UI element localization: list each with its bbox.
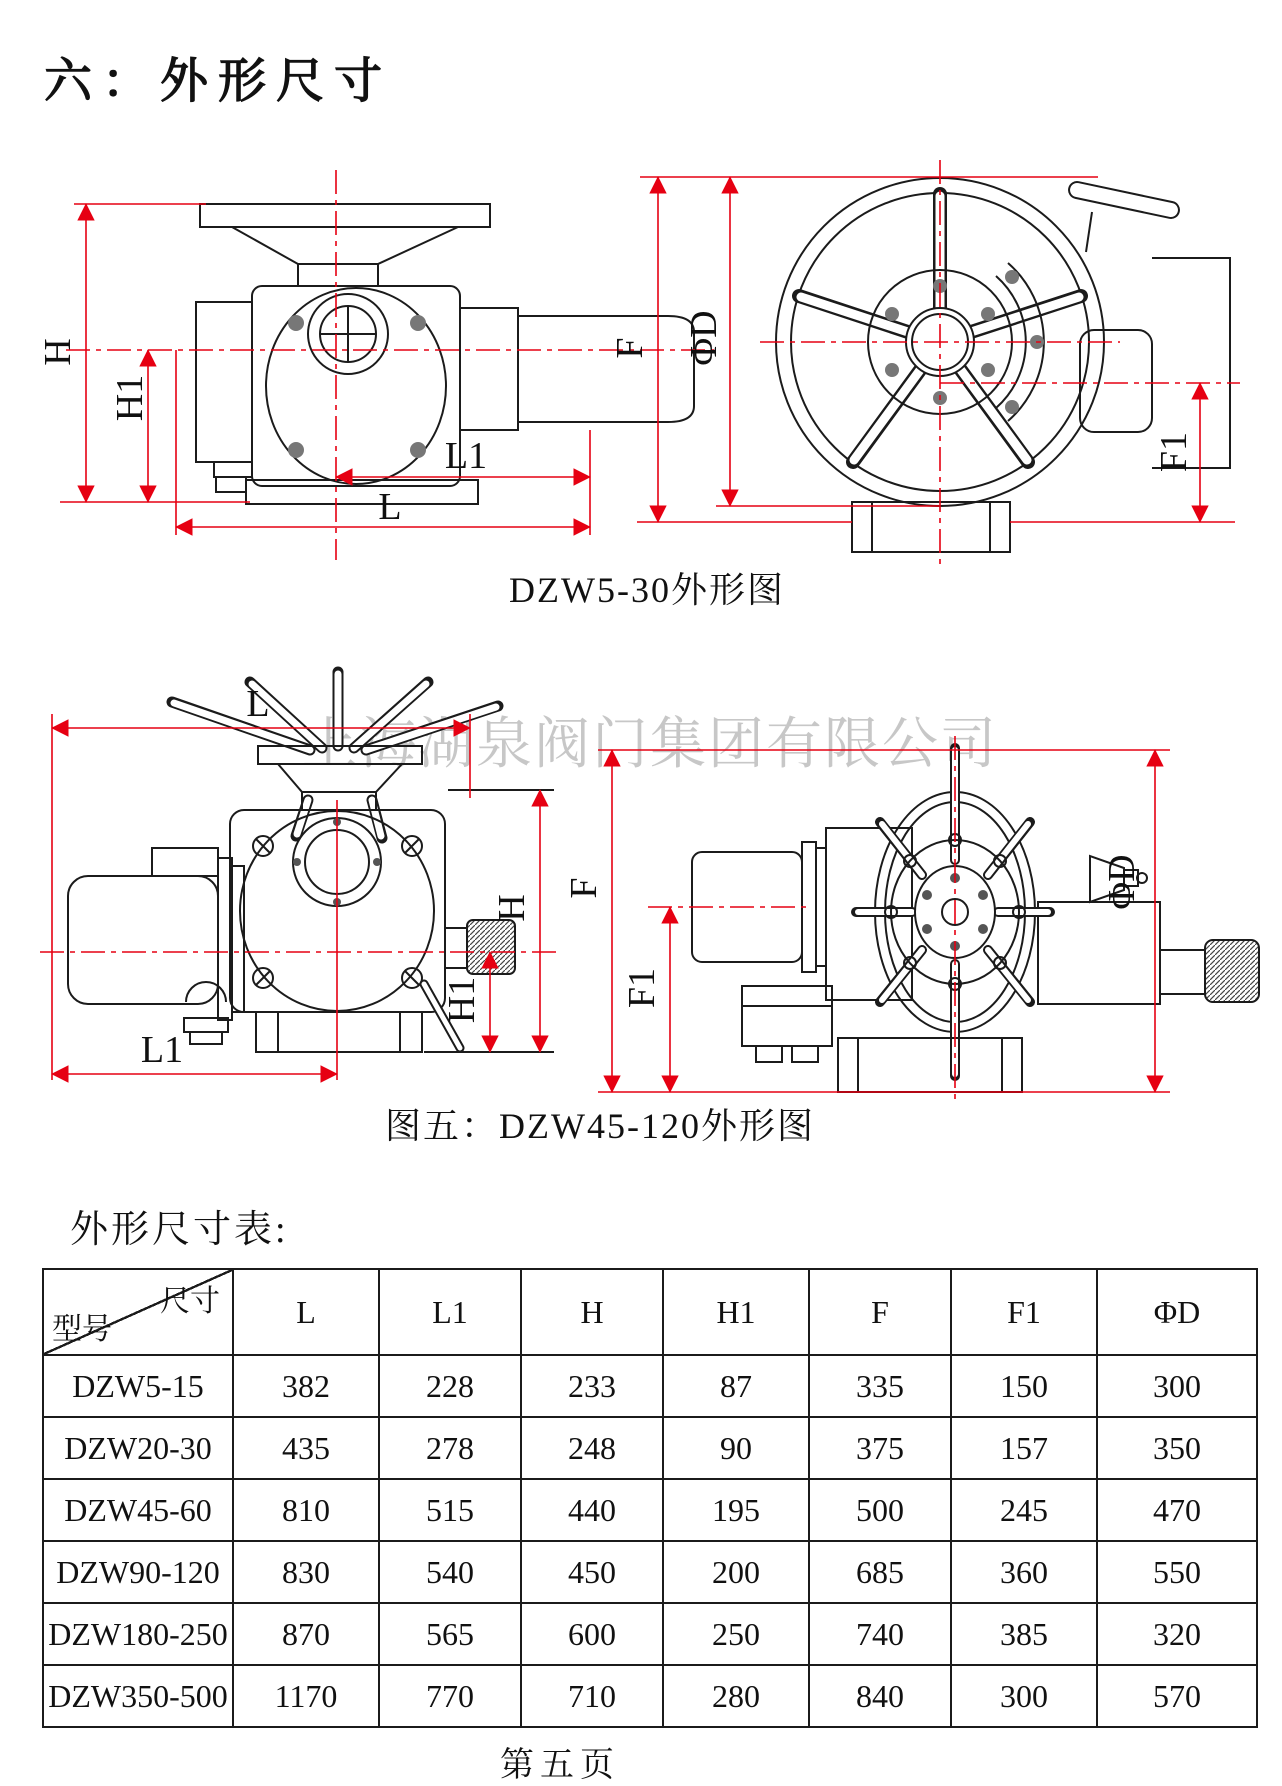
corner-label-model: 型号 xyxy=(52,1313,112,1346)
value-cell: 382 xyxy=(233,1355,379,1417)
value-cell: 385 xyxy=(951,1603,1097,1665)
value-cell: 565 xyxy=(379,1603,521,1665)
fig1-label-H1: H1 xyxy=(109,374,151,422)
fig2-label-F1: F1 xyxy=(621,967,663,1009)
corner-label-size: 尺寸 xyxy=(160,1285,220,1318)
value-cell: 600 xyxy=(521,1603,663,1665)
value-cell: 195 xyxy=(663,1479,809,1541)
value-cell: 278 xyxy=(379,1417,521,1479)
value-cell: 740 xyxy=(809,1603,951,1665)
value-cell: 440 xyxy=(521,1479,663,1541)
table-heading: 外形尺寸表: xyxy=(70,1209,289,1251)
value-cell: 157 xyxy=(951,1417,1097,1479)
value-cell: 550 xyxy=(1097,1541,1257,1603)
fig1-label-F1: F1 xyxy=(1153,431,1195,473)
value-cell: 770 xyxy=(379,1665,521,1727)
fig2-label-H1: H1 xyxy=(441,976,483,1024)
value-cell: 870 xyxy=(233,1603,379,1665)
value-cell: 540 xyxy=(379,1541,521,1603)
fig1-label-H: H xyxy=(37,338,79,366)
col-header-ΦD: ΦD xyxy=(1097,1269,1257,1355)
value-cell: 515 xyxy=(379,1479,521,1541)
value-cell: 280 xyxy=(663,1665,809,1727)
fig1-dimension-lines xyxy=(60,160,1240,570)
fig1-label-F: F xyxy=(609,337,651,359)
fig2-label-H: H xyxy=(491,894,533,922)
fig2-label-L1: L1 xyxy=(140,1029,184,1071)
figure2-caption: 图五：DZW45-120外形图 xyxy=(385,1106,815,1146)
value-cell: 375 xyxy=(809,1417,951,1479)
value-cell: 300 xyxy=(951,1665,1097,1727)
page-title: 六：外形尺寸 xyxy=(44,55,393,108)
table-row xyxy=(43,1417,1257,1479)
fig1-label-L: L xyxy=(378,486,402,528)
value-cell: 300 xyxy=(1097,1355,1257,1417)
page-footer: 第五页 xyxy=(500,1747,620,1784)
value-cell: 435 xyxy=(233,1417,379,1479)
value-cell: 150 xyxy=(951,1355,1097,1417)
model-cell: DZW45-60 xyxy=(43,1479,233,1541)
value-cell: 320 xyxy=(1097,1603,1257,1665)
fig1-dimension-labels xyxy=(37,310,1195,528)
value-cell: 233 xyxy=(521,1355,663,1417)
table-row xyxy=(43,1355,1257,1417)
model-cell: DZW5-15 xyxy=(43,1355,233,1417)
value-cell: 248 xyxy=(521,1417,663,1479)
figure1-caption: DZW5-30外形图 xyxy=(509,570,785,610)
fig2-part-outlines xyxy=(68,672,1259,1092)
model-cell: DZW20-30 xyxy=(43,1417,233,1479)
value-cell: 710 xyxy=(521,1665,663,1727)
value-cell: 1170 xyxy=(233,1665,379,1727)
value-cell: 87 xyxy=(663,1355,809,1417)
model-cell: DZW350-500 xyxy=(43,1665,233,1727)
fig2-label-F: F xyxy=(563,877,605,899)
dimension-table xyxy=(42,1268,1258,1728)
model-cell: DZW180-250 xyxy=(43,1603,233,1665)
fig2-label-phiD: ΦD xyxy=(1101,854,1143,910)
value-cell: 350 xyxy=(1097,1417,1257,1479)
spec-table-header-row xyxy=(43,1269,1257,1355)
value-cell: 840 xyxy=(809,1665,951,1727)
value-cell: 830 xyxy=(233,1541,379,1603)
value-cell: 810 xyxy=(233,1479,379,1541)
value-cell: 200 xyxy=(663,1541,809,1603)
value-cell: 245 xyxy=(951,1479,1097,1541)
watermark-text: 上海湖泉阀门集团有限公司 xyxy=(302,714,998,776)
value-cell: 335 xyxy=(809,1355,951,1417)
col-header-F1: F1 xyxy=(951,1269,1097,1355)
table-row xyxy=(43,1603,1257,1665)
col-header-H: H xyxy=(521,1269,663,1355)
figure2-drawing xyxy=(0,650,1282,1110)
col-header-L: L xyxy=(233,1269,379,1355)
table-row xyxy=(43,1479,1257,1541)
value-cell: 90 xyxy=(663,1417,809,1479)
value-cell: 250 xyxy=(663,1603,809,1665)
table-row xyxy=(43,1665,1257,1727)
fig2-label-L: L xyxy=(246,683,270,725)
value-cell: 685 xyxy=(809,1541,951,1603)
col-header-F: F xyxy=(809,1269,951,1355)
value-cell: 470 xyxy=(1097,1479,1257,1541)
figure1-drawing xyxy=(0,130,1282,600)
model-cell: DZW90-120 xyxy=(43,1541,233,1603)
value-cell: 570 xyxy=(1097,1665,1257,1727)
value-cell: 450 xyxy=(521,1541,663,1603)
fig1-label-L1: L1 xyxy=(444,435,488,477)
spec-table-body xyxy=(43,1355,1257,1727)
fig1-label-phiD: ΦD xyxy=(683,310,725,366)
corner-cell xyxy=(43,1269,233,1355)
value-cell: 360 xyxy=(951,1541,1097,1603)
value-cell: 500 xyxy=(809,1479,951,1541)
table-row xyxy=(43,1541,1257,1603)
col-header-H1: H1 xyxy=(663,1269,809,1355)
col-header-L1: L1 xyxy=(379,1269,521,1355)
value-cell: 228 xyxy=(379,1355,521,1417)
